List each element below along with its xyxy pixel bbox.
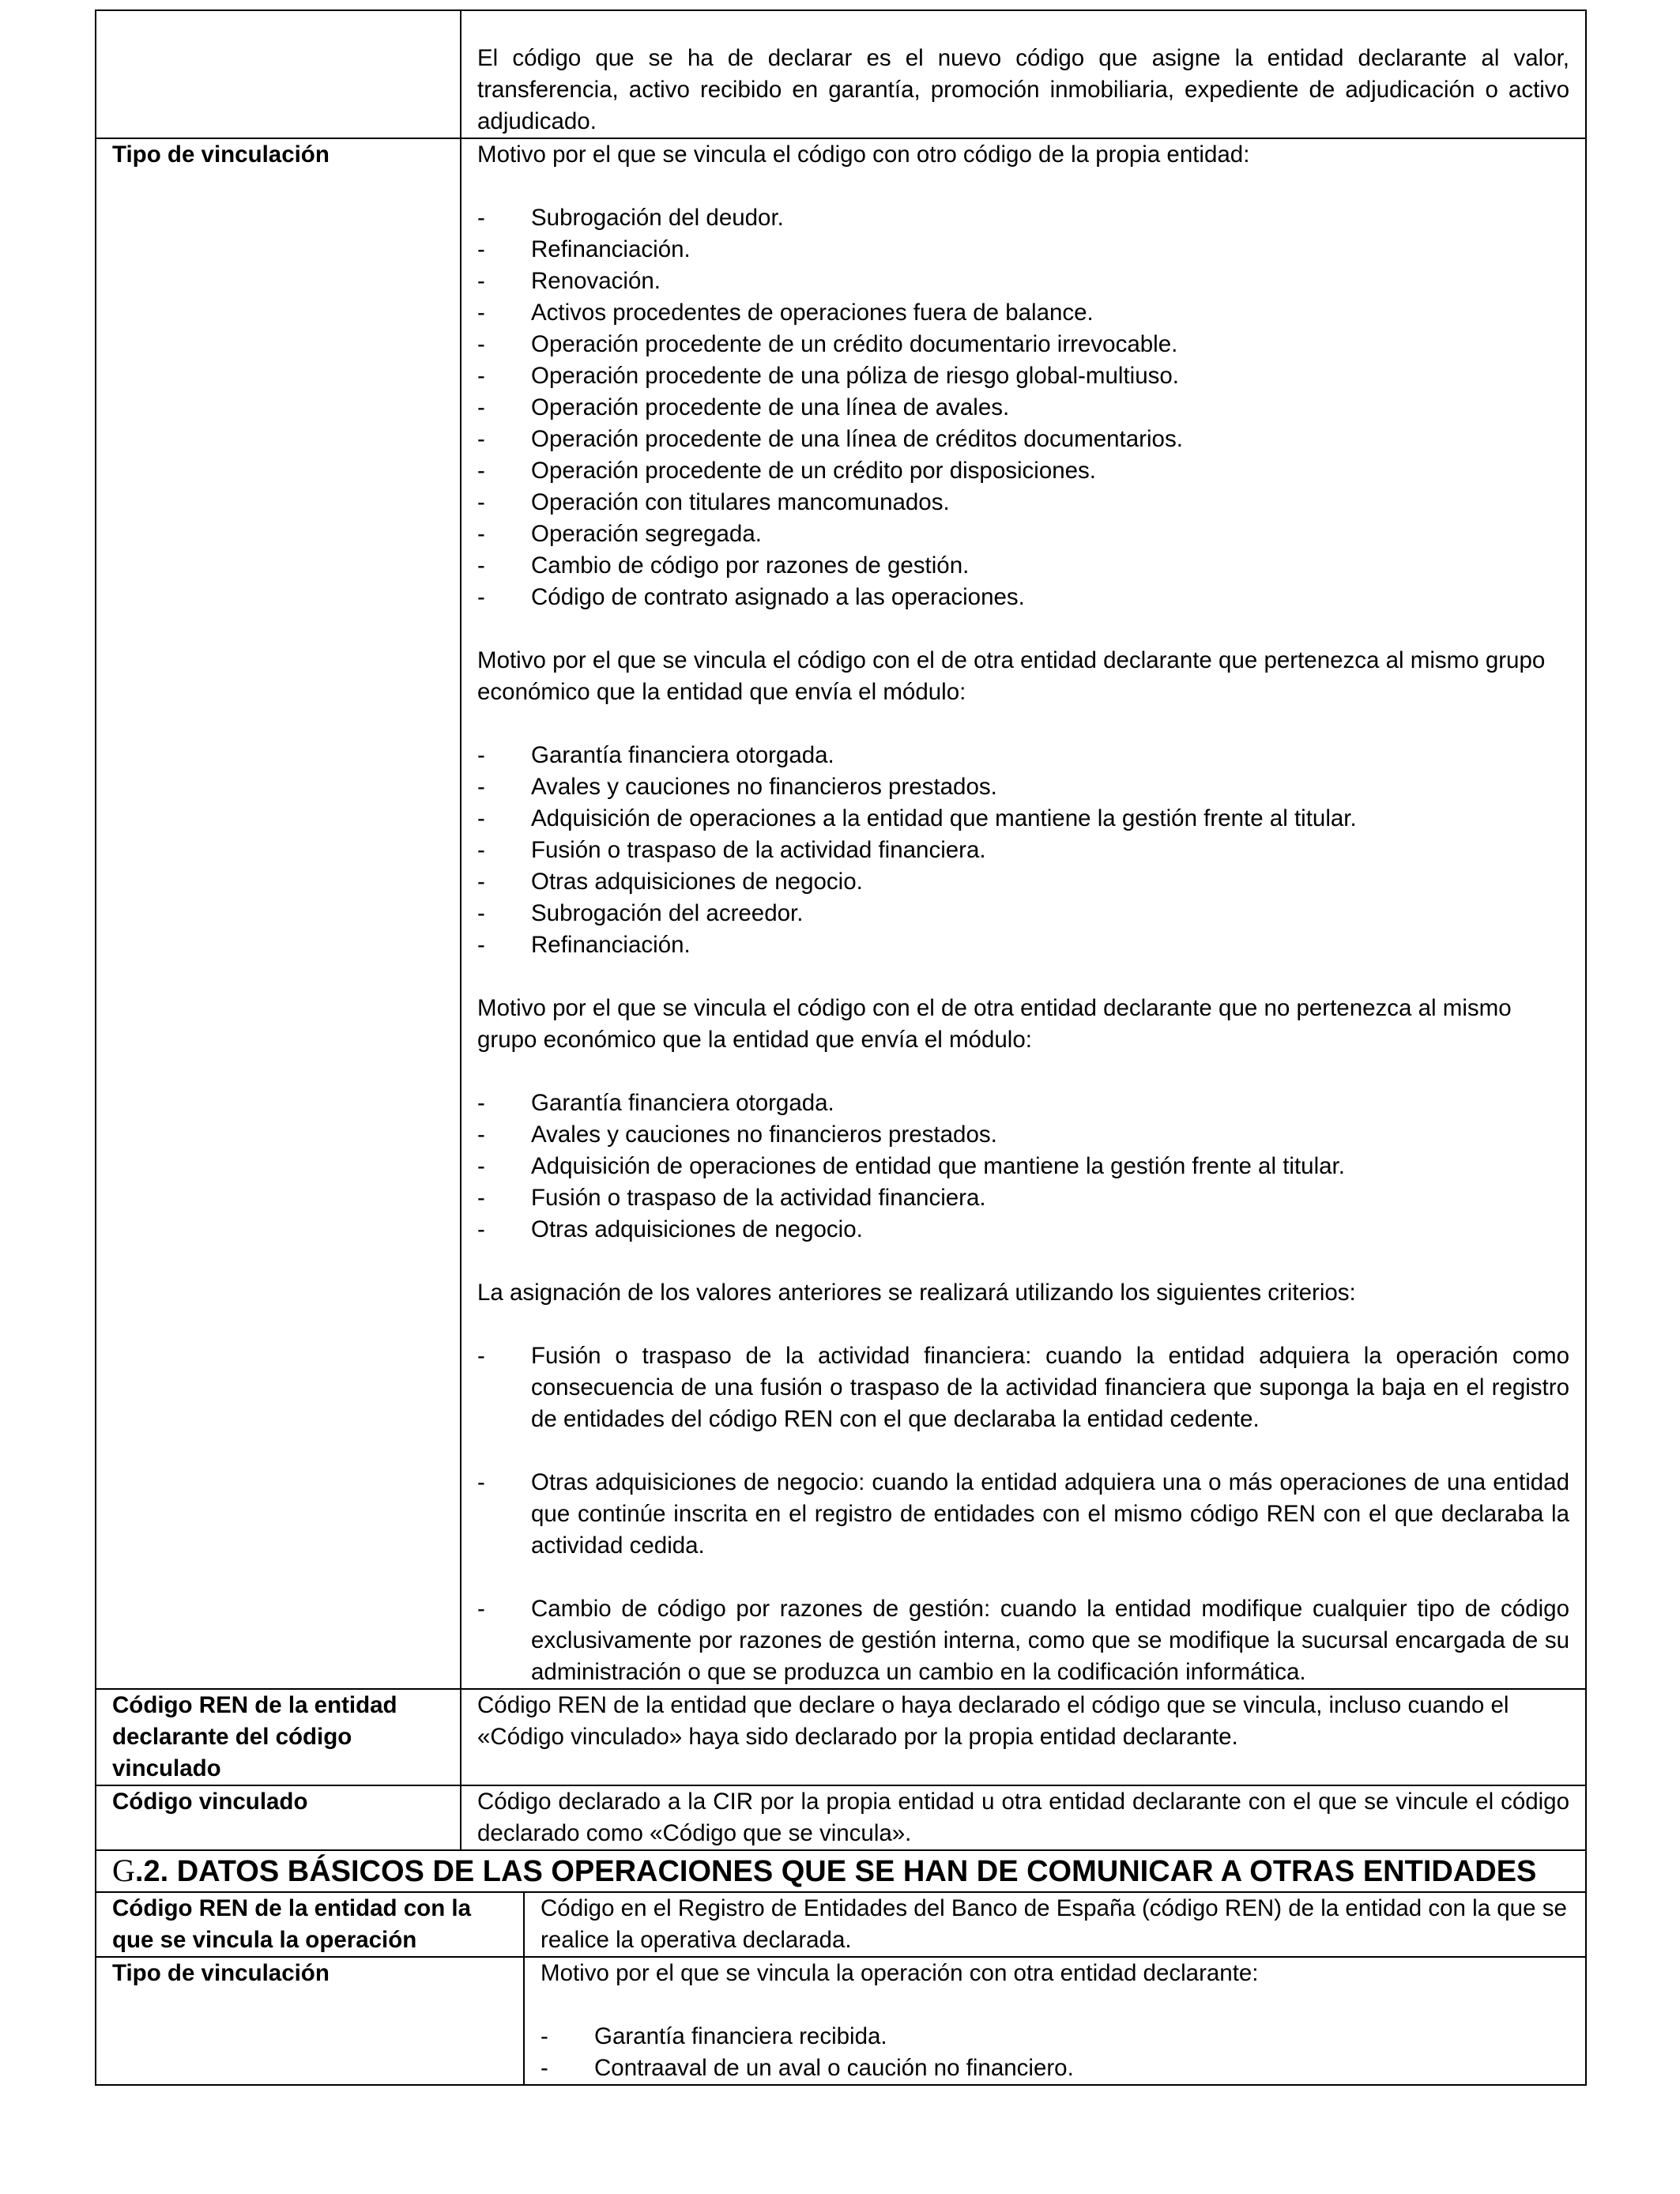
criteria-list [477,1593,1569,1688]
intro-paragraph: La asignación de los valores anteriores se realizará utilizando los siguientes criterios: [477,1280,1356,1306]
intro-paragraph: Motivo por el que se vincula el código con otro código de la propia entidad: [477,141,1250,168]
list-item: - Garantía financiera otorgada. [477,740,1569,771]
list-item: - Adquisición de operaciones a la entidad que mantiene la gestión frente al titular. [477,803,1569,835]
field-label-tipo-vinculacion: Tipo de vinculación [96,138,461,1689]
field-label-codigo-ren: Código REN de la entidad declarante del código vinculado [96,1689,461,1785]
table-row [96,138,1586,1689]
list-item: - Cambio de código por razones de gestión. [477,550,1569,582]
list-item: - Fusión o traspaso de la actividad financiera. [477,835,1569,866]
codigo-ren-entidad-description: Código en el Registro de Entidades del Banco de España (código REN) de la entidad con la que se realice la operativa declarada. [524,1892,1586,1957]
list-item: - Garantía financiera otorgada. [477,1088,1569,1119]
list-item: - Otras adquisiciones de negocio. [477,1214,1569,1246]
table-row [96,1785,1586,1850]
list-item: - Refinanciación. [477,929,1569,961]
field-definitions-table [95,9,1587,1851]
list-item: - Subrogación del acreedor. [477,898,1569,929]
codigo-ren-description: Código REN de la entidad que declare o haya declarado el código que se vincula, incluso cuando el «Código vinculado» haya sido declarado por la propia entidad declarante. [461,1689,1586,1785]
codigo-description: El código que se ha de declarar es el nuevo código que asigne la entidad declarante al valor, transferencia, activo recibido en garantía, promoción inmobiliaria, expediente de adjudicación o activo adjudicado. [461,10,1586,138]
list-item: - Otras adquisiciones de negocio. [477,866,1569,898]
list-item: - Fusión o traspaso de la actividad financiera. [477,1182,1569,1214]
list-item: - Operación segregada. [477,518,1569,550]
intro-paragraph: Motivo por el que se vincula el código con el de otra entidad declarante que pertenezca al mismo grupo económico que la entidad que envía el módulo: [477,647,1546,705]
g2-field-definitions-table [95,1891,1587,2086]
motivo-list-mismo-grupo [477,740,1569,961]
list-item: - Cambio de código por razones de gestión: cuando la entidad modifique cualquier tipo de código exclusivamente por razones de gestión interna, como que se modifique la sucursal encargada de su administración o que se produzca un cambio en la codificación informática. [477,1593,1569,1688]
list-item: - Operación procedente de una línea de avales. [477,392,1569,424]
list-item: - Operación procedente de una línea de créditos documentarios. [477,424,1569,455]
list-item: - Activos procedentes de operaciones fuera de balance. [477,297,1569,329]
motivo-list-g2 [541,2021,1569,2084]
field-label-codigo-vinculado: Código vinculado [96,1785,461,1850]
motivo-list-otro-grupo [477,1088,1569,1246]
list-item: - Operación procedente de una póliza de riesgo global-multiuso. [477,360,1569,392]
list-item: - Contraaval de un aval o caución no financiero. [541,2053,1569,2084]
section-heading-table [95,1849,1587,1893]
list-item: - Operación procedente de un crédito documentario irrevocable. [477,329,1569,360]
intro-paragraph: Motivo por el que se vincula la operación con otra entidad declarante: [541,1960,1259,1986]
tipo-vinculacion-description [461,138,1586,1689]
list-item: - Otras adquisiciones de negocio: cuando la entidad adquiera una o más operaciones de una entidad que continúe inscrita en el registro de entidades con el mismo código REN con el que declaraba la actividad cedida. [477,1467,1569,1562]
motivo-list-propia-entidad [477,202,1569,613]
list-item: - Avales y cauciones no financieros prestados. [477,1119,1569,1151]
list-item: - Avales y cauciones no financieros prestados. [477,771,1569,803]
intro-paragraph: Motivo por el que se vincula el código con el de otra entidad declarante que no pertenezca al mismo grupo económico que la entidad que envía el módulo: [477,995,1512,1053]
table-row [96,1957,1586,2085]
criteria-list [477,1467,1569,1562]
list-item: - Adquisición de operaciones de entidad que mantiene la gestión frente al titular. [477,1151,1569,1182]
table-row [96,1850,1586,1892]
list-item: - Operación procedente de un crédito por disposiciones. [477,455,1569,487]
field-label-codigo-ren-entidad: Código REN de la entidad con la que se vincula la operación [96,1892,524,1957]
table-row [96,10,1586,138]
table-row [96,1689,1586,1785]
list-item: - Operación con titulares mancomunados. [477,487,1569,518]
table-row [96,1892,1586,1957]
section-title-g2: G.2. DATOS BÁSICOS DE LAS OPERACIONES QUE SE HAN DE COMUNICAR A OTRAS ENTIDADES [96,1850,1586,1892]
empty-label-cell [96,10,461,138]
codigo-vinculado-description: Código declarado a la CIR por la propia entidad u otra entidad declarante con el que se vincule el código declarado como «Código que se vincula». [461,1785,1586,1850]
document-page [95,9,1587,2086]
criteria-list [477,1340,1569,1435]
list-item: - Código de contrato asignado a las operaciones. [477,582,1569,613]
list-item: - Garantía financiera recibida. [541,2021,1569,2053]
tipo-vinculacion-g2-description [524,1957,1586,2085]
list-item: - Renovación. [477,266,1569,297]
list-item: - Subrogación del deudor. [477,202,1569,234]
list-item: - Fusión o traspaso de la actividad financiera: cuando la entidad adquiera la operación como consecuencia de una fusión o traspaso de la actividad financiera que suponga la baja en el registro de entidades del código REN con el que declaraba la entidad cedente. [477,1340,1569,1435]
list-item: - Refinanciación. [477,234,1569,266]
field-label-tipo-vinculacion-g2: Tipo de vinculación [96,1957,524,2085]
